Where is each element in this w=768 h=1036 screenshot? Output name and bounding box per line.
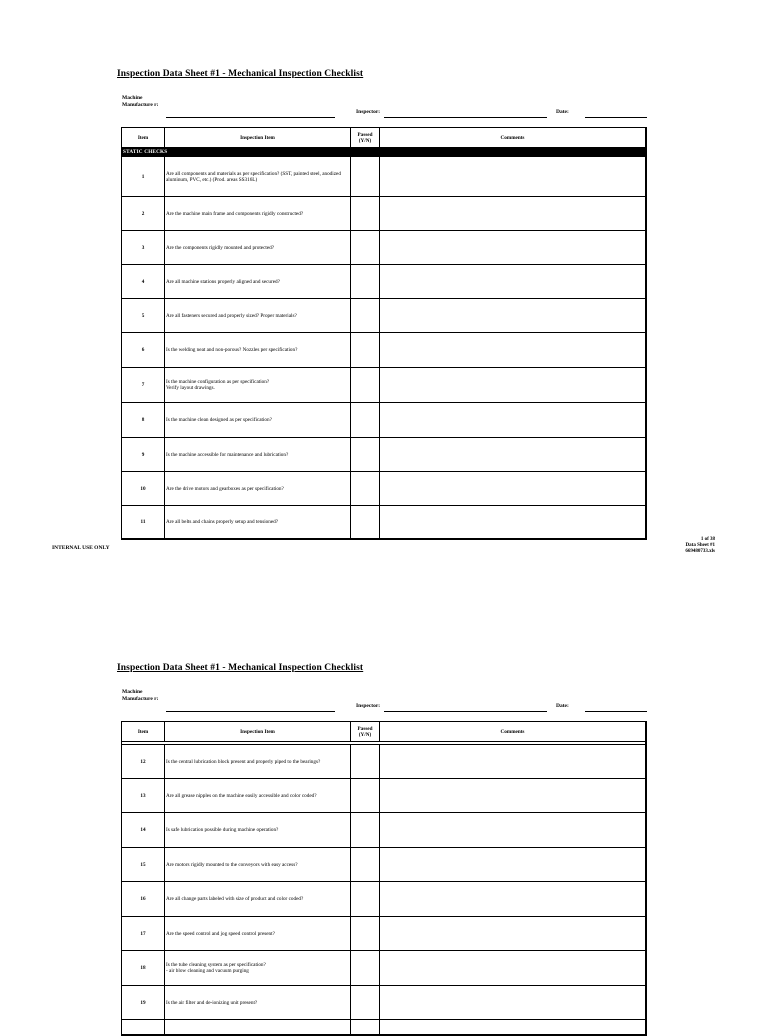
- comments-cell[interactable]: [380, 848, 647, 882]
- item-number: 12: [122, 745, 165, 779]
- item-number: 1: [122, 157, 165, 197]
- item-number: 11: [122, 506, 165, 540]
- table-row: [122, 779, 647, 813]
- passed-cell[interactable]: [351, 745, 380, 779]
- comments-cell[interactable]: [380, 368, 647, 403]
- comments-cell[interactable]: [380, 917, 647, 951]
- table-row: [122, 951, 647, 986]
- footer-sheet-name: Data Sheet #1: [685, 543, 715, 548]
- passed-header: Passed (Y/N): [351, 722, 380, 742]
- item-header: Item: [122, 128, 165, 148]
- inspection-item-text: Are all components and materials as per specification? (SST, painted steel, anodized aluminum, PVC, etc.) (Prod. areas SS316L): [165, 157, 351, 197]
- inspection-item-text: Is the machine configuration as per specification? Verify layout drawings.: [165, 368, 351, 403]
- passed-cell[interactable]: [351, 299, 380, 333]
- footer-file-name: 669480733.xls: [685, 549, 715, 554]
- table-row: [122, 231, 647, 265]
- page-title: Inspection Data Sheet #1 - Mechanical Inspection Checklist: [117, 69, 364, 79]
- comments-cell[interactable]: [380, 403, 647, 438]
- date-field[interactable]: [585, 117, 647, 118]
- table-row: [122, 986, 647, 1020]
- passed-cell[interactable]: [351, 231, 380, 265]
- passed-cell[interactable]: [351, 813, 380, 848]
- inspection-item-text: Are the drive motors and gearboxes as per specification?: [165, 472, 351, 506]
- inspection-item-text: Is safe lubrication possible during machine operation?: [165, 813, 351, 848]
- inspector-field[interactable]: [384, 117, 547, 118]
- comments-cell[interactable]: [380, 157, 647, 197]
- page-title: Inspection Data Sheet #1 - Mechanical Inspection Checklist: [117, 663, 364, 673]
- footer-page-info: [685, 537, 715, 555]
- passed-cell[interactable]: [351, 265, 380, 299]
- inspection-item-text: Are all machine stations properly aligned and secured?: [165, 265, 351, 299]
- inspection-item-header: Inspection Item: [165, 128, 351, 148]
- item-number: 18: [122, 951, 165, 986]
- inspection-item-text: Is the machine accessible for maintenance and lubrication?: [165, 438, 351, 472]
- date-field[interactable]: [585, 711, 647, 712]
- footer-internal-use: INTERNAL USE ONLY: [52, 545, 110, 551]
- item-number: 17: [122, 917, 165, 951]
- machine-manufacturer-label: Machine Manufacture r:: [122, 95, 159, 108]
- machine-manufacturer-field[interactable]: [166, 117, 335, 118]
- comments-cell[interactable]: [380, 438, 647, 472]
- comments-cell[interactable]: [380, 986, 647, 1020]
- inspection-item-text: Is the tube cleaning system as per specification? - air blow cleaning and vacuum purging: [165, 951, 351, 986]
- table-header-row: [122, 128, 647, 148]
- table-row: [122, 472, 647, 506]
- passed-cell[interactable]: [351, 197, 380, 231]
- table-row: [122, 1020, 647, 1036]
- table-row: [122, 368, 647, 403]
- inspection-item-text: Are all change parts labeled with size of product and color coded?: [165, 882, 351, 917]
- item-number: 2: [122, 197, 165, 231]
- passed-cell[interactable]: [351, 438, 380, 472]
- passed-cell[interactable]: [351, 157, 380, 197]
- table-row: [122, 299, 647, 333]
- table-row: [122, 813, 647, 848]
- passed-cell[interactable]: [351, 917, 380, 951]
- machine-manufacturer-label: Machine Manufacture r:: [122, 689, 159, 702]
- item-number: 8: [122, 403, 165, 438]
- inspection-item-text: Are the machine main frame and components rigidly constructed?: [165, 197, 351, 231]
- table-header-row: [122, 722, 647, 742]
- table-row: [122, 157, 647, 197]
- table-row: [122, 848, 647, 882]
- item-number: 5: [122, 299, 165, 333]
- inspection-item-text: Are all belts and chains properly setup and tensioned?: [165, 506, 351, 540]
- item-number: 9: [122, 438, 165, 472]
- item-number: 10: [122, 472, 165, 506]
- item-number: 4: [122, 265, 165, 299]
- passed-cell[interactable]: [351, 472, 380, 506]
- table-row: [122, 265, 647, 299]
- inspection-table: [121, 127, 647, 540]
- passed-cell[interactable]: [351, 882, 380, 917]
- passed-cell[interactable]: [351, 986, 380, 1020]
- inspection-item-text: [165, 1020, 351, 1036]
- inspector-label: Inspector:: [356, 109, 381, 115]
- inspection-item-header: Inspection Item: [165, 722, 351, 742]
- inspection-item-text: Are all fasteners secured and properly sized? Proper materials?: [165, 299, 351, 333]
- inspection-item-text: Is the machine clean designed as per specification?: [165, 403, 351, 438]
- item-number: 6: [122, 333, 165, 368]
- inspection-item-text: Are the speed control and jog speed control present?: [165, 917, 351, 951]
- table-row: [122, 745, 647, 779]
- passed-cell[interactable]: [351, 1020, 380, 1036]
- passed-cell[interactable]: [351, 368, 380, 403]
- table-row: [122, 506, 647, 540]
- comments-cell[interactable]: [380, 779, 647, 813]
- inspector-label: Inspector:: [356, 703, 381, 709]
- passed-header: Passed (Y/N): [351, 128, 380, 148]
- date-label: Date:: [556, 703, 569, 709]
- comments-cell[interactable]: [380, 472, 647, 506]
- item-number: 3: [122, 231, 165, 265]
- inspection-item-text: Are the components rigidly mounted and protected?: [165, 231, 351, 265]
- comments-cell[interactable]: [380, 506, 647, 540]
- comments-cell[interactable]: [380, 813, 647, 848]
- comments-cell[interactable]: [380, 745, 647, 779]
- passed-cell[interactable]: [351, 506, 380, 540]
- table-row: [122, 438, 647, 472]
- section-label: STATIC CHECKS: [122, 148, 647, 157]
- section-row: [122, 148, 647, 157]
- inspection-item-text: Is the central lubrication block present and properly piped to the bearings?: [165, 745, 351, 779]
- item-number: 7: [122, 368, 165, 403]
- item-header: Item: [122, 722, 165, 742]
- table-row: [122, 882, 647, 917]
- item-number: 16: [122, 882, 165, 917]
- item-number: 14: [122, 813, 165, 848]
- passed-cell[interactable]: [351, 333, 380, 368]
- comments-cell[interactable]: [380, 231, 647, 265]
- item-number: [122, 1020, 165, 1036]
- comments-cell[interactable]: [380, 265, 647, 299]
- passed-cell[interactable]: [351, 779, 380, 813]
- comments-cell[interactable]: [380, 197, 647, 231]
- passed-cell[interactable]: [351, 951, 380, 986]
- comments-header: Comments: [380, 722, 647, 742]
- comments-cell[interactable]: [380, 333, 647, 368]
- inspection-table: [121, 721, 647, 1036]
- machine-manufacturer-field[interactable]: [166, 711, 335, 712]
- passed-cell[interactable]: [351, 403, 380, 438]
- table-row: [122, 917, 647, 951]
- comments-cell[interactable]: [380, 1020, 647, 1036]
- inspection-item-text: Is the welding neat and non-porous? Nozzles per specification?: [165, 333, 351, 368]
- passed-cell[interactable]: [351, 848, 380, 882]
- item-number: 15: [122, 848, 165, 882]
- inspection-item-text: Are all grease nipples on the machine easily accessible and color coded?: [165, 779, 351, 813]
- table-row: [122, 333, 647, 368]
- table-row: [122, 197, 647, 231]
- item-number: 19: [122, 986, 165, 1020]
- inspection-item-text: Are motors rigidly mounted to the conveyors with easy access?: [165, 848, 351, 882]
- comments-header: Comments: [380, 128, 647, 148]
- comments-cell[interactable]: [380, 951, 647, 986]
- inspector-field[interactable]: [384, 711, 547, 712]
- footer-page-number: 1 of 38: [700, 537, 715, 542]
- table-row: [122, 403, 647, 438]
- comments-cell[interactable]: [380, 882, 647, 917]
- comments-cell[interactable]: [380, 299, 647, 333]
- item-number: 13: [122, 779, 165, 813]
- inspection-item-text: Is the air filter and de-ionizing unit present?: [165, 986, 351, 1020]
- date-label: Date:: [556, 109, 569, 115]
